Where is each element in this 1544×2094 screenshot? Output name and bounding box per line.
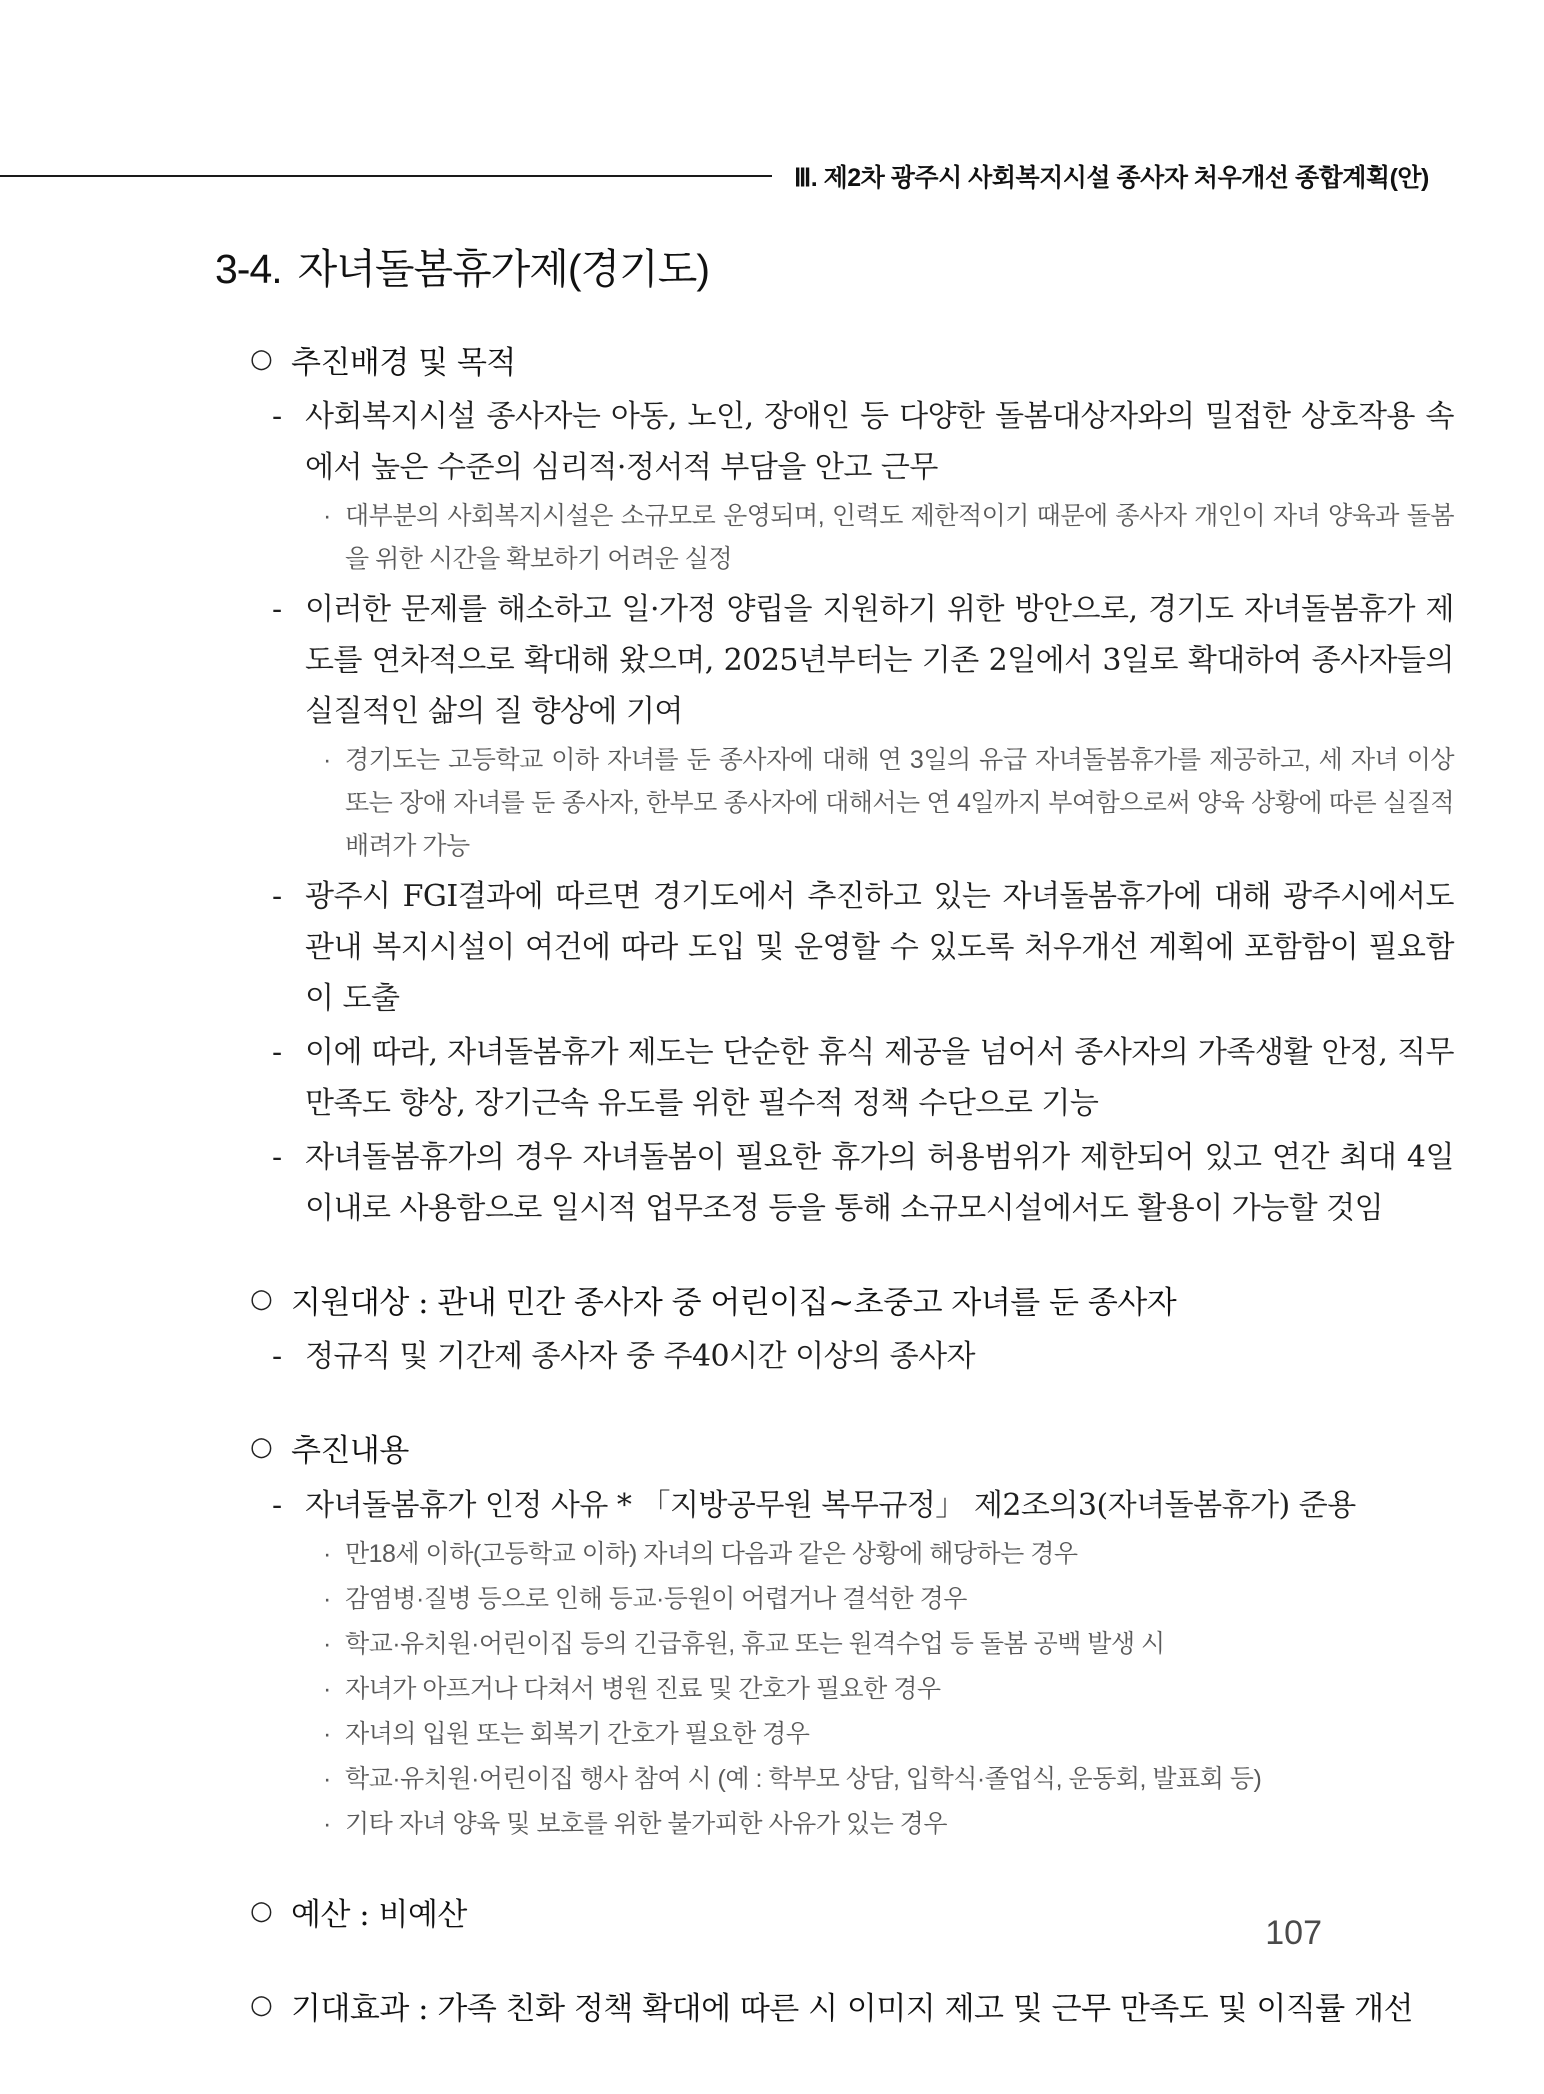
sub-list-item: [323, 1758, 1454, 1801]
header-rule: [0, 175, 772, 177]
dot-marker: ·: [323, 1764, 331, 1793]
section-plan-details: [250, 1426, 1454, 1845]
dot-marker: ·: [323, 1584, 331, 1613]
circle-bullet-icon: ○: [250, 1432, 273, 1463]
circle-bullet-icon: ○: [250, 1284, 273, 1315]
list-item-text: 광주시 FGI결과에 따르면 경기도에서 추진하고 있는 자녀돌봄휴가에 대해 광주시에서도 관내 복지시설이 여건에 따라 도입 및 운영할 수 있도록 처우개선 계획에 포함함이 필요함이 도출: [305, 879, 1454, 1017]
list-item-text: 정규직 및 기간제 종사자 중 주40시간 이상의 종사자: [305, 1339, 976, 1375]
page-header: [0, 158, 1544, 194]
page-title: [215, 236, 709, 295]
dot-marker: ·: [323, 1809, 331, 1838]
dash-marker: -: [272, 1035, 282, 1071]
list-item: [272, 584, 1454, 737]
sub-list-item-text: 기타 자녀 양육 및 보호를 위한 불가피한 사유가 있는 경우: [345, 1809, 947, 1838]
list-item-text: 사회복지시설 종사자는 아동, 노인, 장애인 등 다양한 돌봄대상자와의 밀접한 상호작용 속에서 높은 수준의 심리적·정서적 부담을 안고 근무: [305, 399, 1454, 486]
dash-marker: -: [272, 399, 282, 435]
running-head-title: Ⅲ. 제2차 광주시 사회복지시설 종사자 처우개선 종합계획(안): [794, 164, 1429, 192]
dash-marker: -: [272, 592, 282, 628]
section-heading: [250, 338, 1454, 388]
section-heading: [250, 1278, 1454, 1328]
section-number: 3-4.: [215, 246, 282, 292]
section-support-target: [250, 1278, 1454, 1382]
section-heading-text: 추진내용: [291, 1433, 409, 1470]
sub-list-item: [323, 1713, 1454, 1756]
sub-list-item-text: 자녀가 아프거나 다쳐서 병원 진료 및 간호가 필요한 경우: [345, 1674, 941, 1703]
sub-list-item-text: 학교·유치원·어린이집 등의 긴급휴원, 휴교 또는 원격수업 등 돌봄 공백 발생 시: [345, 1629, 1165, 1658]
dot-marker: ·: [323, 1629, 331, 1658]
dash-marker: -: [272, 1339, 282, 1375]
section-heading-text: 예산 : 비예산: [291, 1896, 467, 1933]
sub-list-item: [323, 1803, 1454, 1846]
section-background-purpose: [250, 338, 1454, 1234]
sub-list-item: [323, 1623, 1454, 1666]
sub-list-item: [323, 1668, 1454, 1711]
sub-list-item: [323, 1578, 1454, 1621]
dot-marker: ·: [323, 746, 331, 775]
section-name: 자녀돌봄휴가제(경기도): [297, 246, 710, 292]
dash-marker: -: [272, 879, 282, 915]
section-heading-text: 추진배경 및 목적: [291, 345, 516, 381]
list-item: [272, 1027, 1454, 1129]
dot-marker: ·: [323, 1674, 331, 1703]
list-item-text: 자녀돌봄휴가 인정 사유 * 「지방공무원 복무규정」 제2조의3(자녀돌봄휴가) 준용: [305, 1487, 1356, 1523]
dot-marker: ·: [323, 502, 331, 531]
section-expected-effect: [250, 1984, 1454, 2034]
sub-list-item-text: 경기도는 고등학교 이하 자녀를 둔 종사자에 대해 연 3일의 유급 자녀돌봄휴가를 제공하고, 세 자녀 이상 또는 장애 자녀를 둔 종사자, 한부모 종사자에 대해서는 연 4일까지 부여함으로써 양육 상황에 따른 실질적 배려가 가능: [345, 746, 1454, 861]
dash-marker: -: [272, 1140, 282, 1176]
list-item-text: 자녀돌봄휴가의 경우 자녀돌봄이 필요한 휴가의 허용범위가 제한되어 있고 연간 최대 4일 이내로 사용함으로 일시적 업무조정 등을 통해 소규모시설에서도 활용이 가능할 것임: [305, 1140, 1454, 1227]
list-item: [272, 391, 1454, 493]
section-heading: [250, 1426, 1454, 1476]
dash-marker: -: [272, 1487, 282, 1523]
sub-list-item-text: 학교·유치원·어린이집 행사 참여 시 (예 : 학부모 상담, 입학식·졸업식, 운동회, 발표회 등): [345, 1764, 1262, 1793]
circle-bullet-icon: ○: [250, 1989, 273, 2020]
dot-marker: ·: [323, 1719, 331, 1748]
sub-list-item: [323, 495, 1454, 581]
sub-list-item-text: 자녀의 입원 또는 회복기 간호가 필요한 경우: [345, 1719, 810, 1748]
sub-list-item-text: 대부분의 사회복지시설은 소규모로 운영되며, 인력도 제한적이기 때문에 종사자 개인이 자녀 양육과 돌봄을 위한 시간을 확보하기 어려운 실정: [345, 502, 1454, 574]
sub-list-item-text: 만18세 이하(고등학교 이하) 자녀의 다음과 같은 상황에 해당하는 경우: [345, 1539, 1078, 1568]
list-item-text: 이러한 문제를 해소하고 일·가정 양립을 지원하기 위한 방안으로, 경기도 자녀돌봄휴가 제도를 연차적으로 확대해 왔으며, 2025년부터는 기존 2일에서 3일로 확대하여 종사자들의 실질적인 삶의 질 향상에 기여: [305, 592, 1454, 730]
list-item: [272, 871, 1454, 1024]
circle-bullet-icon: ○: [250, 344, 273, 374]
section-heading-text: 지원대상 : 관내 민간 종사자 중 어린이집~초중고 자녀를 둔 종사자: [291, 1285, 1177, 1322]
list-item: [272, 1331, 1454, 1382]
content-area: [250, 338, 1454, 2034]
dot-marker: ·: [323, 1539, 331, 1568]
sub-list-item: [323, 1533, 1454, 1576]
list-item: [272, 1480, 1454, 1531]
section-heading-text: 기대효과 : 가족 친화 정책 확대에 따른 시 이미지 제고 및 근무 만족도 및 이직률 개선: [291, 1990, 1413, 2027]
sub-list-item-text: 감염병·질병 등으로 인해 등교·등원이 어렵거나 결석한 경우: [345, 1584, 967, 1613]
list-item-text: 이에 따라, 자녀돌봄휴가 제도는 단순한 휴식 제공을 넘어서 종사자의 가족생활 안정, 직무만족도 향상, 장기근속 유도를 위한 필수적 정책 수단으로 기능: [305, 1035, 1454, 1122]
list-item: [272, 1132, 1454, 1234]
page-number: 107: [1265, 1914, 1322, 1952]
section-heading: [250, 1984, 1454, 2034]
circle-bullet-icon: ○: [250, 1895, 273, 1926]
sub-list-item: [323, 739, 1454, 868]
